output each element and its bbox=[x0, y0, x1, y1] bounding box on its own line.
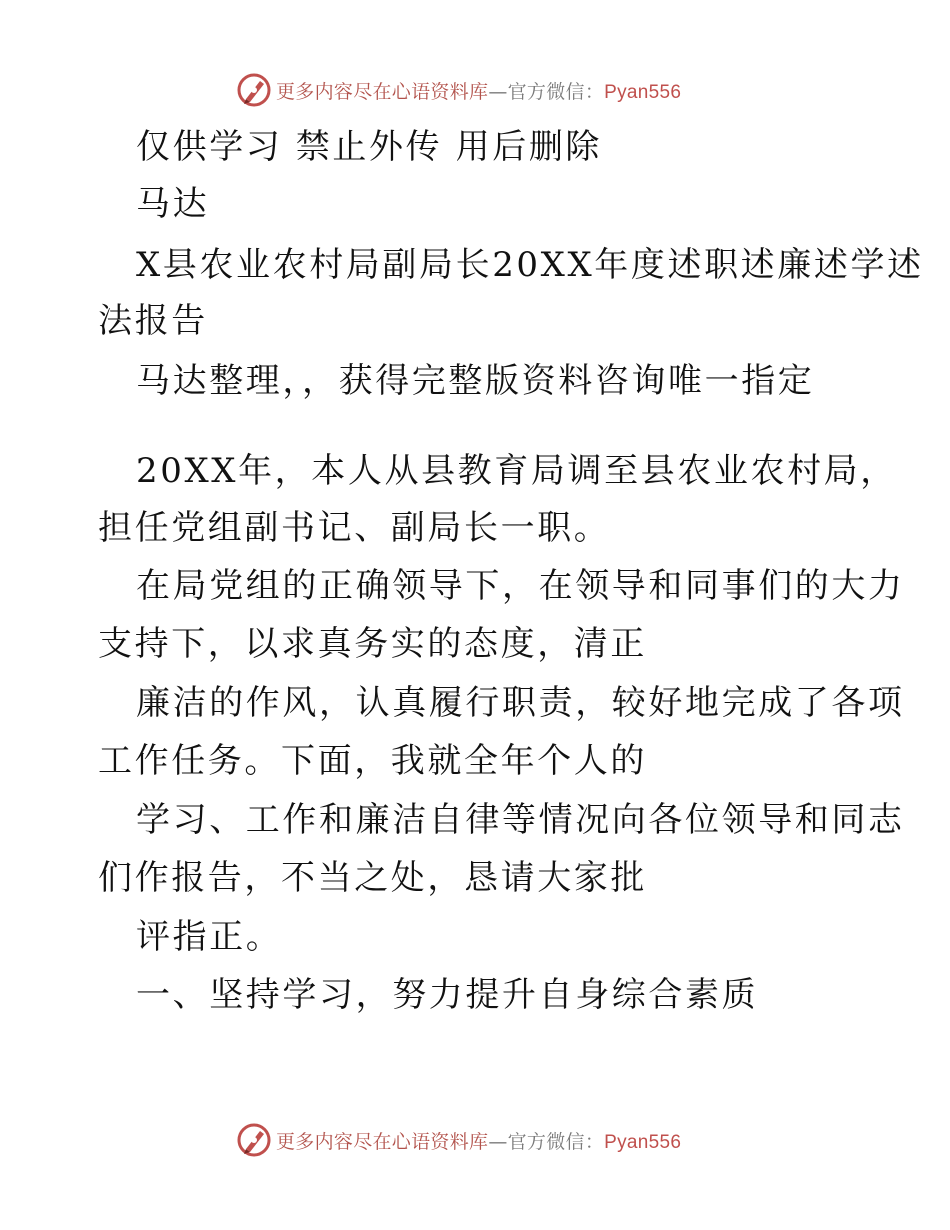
doc-line-para2-2: 支持下，以求真务实的态度，清正 bbox=[98, 624, 647, 664]
doc-line-compiled: 马达整理，，获得完整版资料咨询唯一指定 bbox=[136, 361, 815, 401]
watermark-site-text: 更多内容尽在心语资料库 bbox=[276, 1130, 489, 1153]
watermark-official-text: 官方微信： bbox=[507, 80, 605, 103]
watermark-official-text: 官方微信： bbox=[507, 1130, 605, 1153]
footer-watermark bbox=[236, 1122, 681, 1158]
doc-line-para5: 评指正。 bbox=[136, 917, 283, 957]
doc-line-title-1: X县农业农村局副局长20XX年度述职述廉述学述 bbox=[136, 245, 924, 285]
doc-line-para1-1: 20XX年，本人从县教育局调至县农业农村局， bbox=[136, 451, 897, 491]
doc-line-para2-1: 在局党组的正确领导下，在领导和同事们的大力 bbox=[136, 566, 905, 606]
doc-line-para4-1: 学习、工作和廉洁自律等情况向各位领导和同志 bbox=[136, 800, 905, 840]
watermark-site-text: 更多内容尽在心语资料库 bbox=[276, 80, 489, 103]
header-watermark bbox=[236, 72, 681, 108]
doc-line-para3-2: 工作任务。下面，我就全年个人的 bbox=[98, 741, 647, 781]
doc-line-para4-2: 们作报告，不当之处，恳请大家批 bbox=[98, 858, 647, 898]
pen-logo-icon bbox=[236, 72, 272, 108]
watermark-text bbox=[276, 77, 681, 104]
watermark-text bbox=[276, 1127, 681, 1154]
pen-logo-icon bbox=[236, 1122, 272, 1158]
doc-line-author: 马达 bbox=[136, 184, 210, 224]
doc-line-title-2: 法报告 bbox=[98, 301, 208, 341]
watermark-separator: — bbox=[488, 80, 508, 103]
watermark-separator: — bbox=[488, 1130, 508, 1153]
doc-line-para3-1: 廉洁的作风，认真履行职责，较好地完成了各项 bbox=[136, 683, 905, 723]
watermark-wechat-id: Pyan556 bbox=[604, 81, 682, 103]
doc-line-section-heading: 一、坚持学习，努力提升自身综合素质 bbox=[136, 975, 759, 1015]
doc-line-notice: 仅供学习 禁止外传 用后删除 bbox=[136, 127, 603, 167]
watermark-wechat-id: Pyan556 bbox=[604, 1131, 682, 1153]
doc-line-para1-2: 担任党组副书记、副局长一职。 bbox=[98, 508, 611, 548]
